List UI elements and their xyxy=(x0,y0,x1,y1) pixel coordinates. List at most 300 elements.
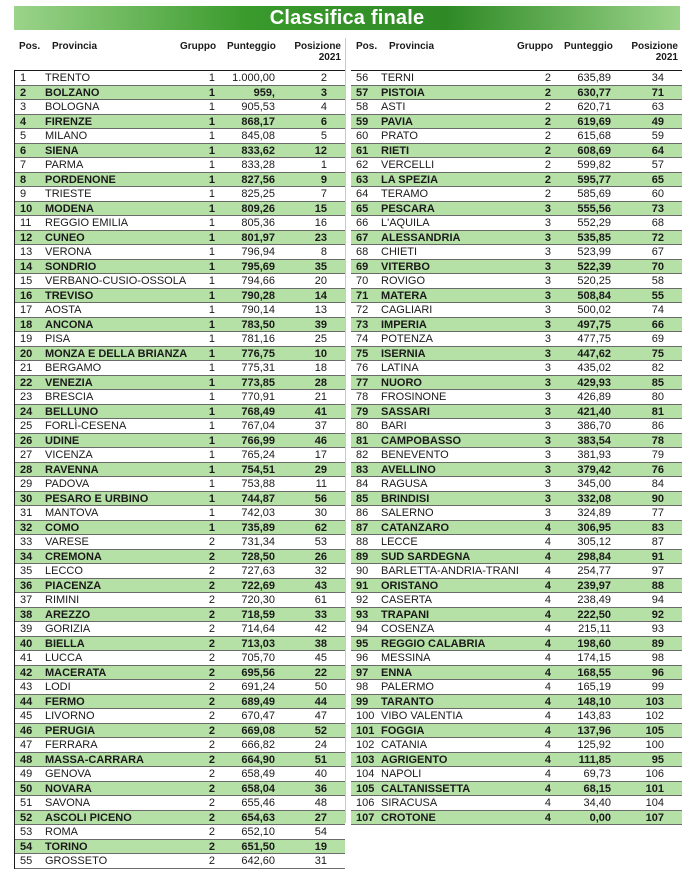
table-row xyxy=(15,579,345,594)
cell-provincia: VARESE xyxy=(45,536,89,548)
header-gruppo: Gruppo xyxy=(517,41,554,52)
cell-gruppo: 2 xyxy=(544,72,551,84)
cell-gruppo: 1 xyxy=(208,333,215,345)
cell-punteggio: 695,56 xyxy=(241,666,275,679)
cell-pos: 33 xyxy=(20,536,33,548)
cell-punteggio: 766,99 xyxy=(241,434,275,447)
cell-punteggio: 324,89 xyxy=(577,507,611,519)
cell-gruppo: 2 xyxy=(208,724,215,737)
cell-posizione-2021: 26 xyxy=(314,550,327,563)
cell-punteggio: 718,59 xyxy=(241,608,275,621)
cell-punteggio: 781,16 xyxy=(241,333,275,345)
cell-posizione-2021: 89 xyxy=(651,637,664,650)
cell-provincia: BRESCIA xyxy=(45,391,94,403)
cell-gruppo: 1 xyxy=(208,391,215,403)
cell-posizione-2021: 85 xyxy=(651,376,664,389)
cell-gruppo: 3 xyxy=(544,275,551,287)
cell-pos: 37 xyxy=(20,594,33,606)
table-row xyxy=(351,158,682,173)
cell-gruppo: 2 xyxy=(208,768,215,780)
cell-posizione-2021: 35 xyxy=(314,260,327,273)
cell-provincia: ROMA xyxy=(45,826,78,838)
cell-pos: 72 xyxy=(356,304,369,316)
table-row xyxy=(15,477,345,492)
cell-punteggio: 742,03 xyxy=(241,507,275,519)
cell-provincia: RIETI xyxy=(381,144,410,157)
cell-gruppo: 1 xyxy=(208,130,215,142)
cell-punteggio: 508,84 xyxy=(577,289,611,302)
cell-posizione-2021: 67 xyxy=(651,246,664,258)
cell-pos: 65 xyxy=(356,202,369,215)
cell-provincia: PIACENZA xyxy=(45,579,102,592)
cell-pos: 64 xyxy=(356,188,369,200)
table-row xyxy=(351,738,682,753)
cell-posizione-2021: 96 xyxy=(651,666,664,679)
cell-posizione-2021: 32 xyxy=(314,565,327,577)
cell-posizione-2021: 68 xyxy=(651,217,664,229)
cell-punteggio: 215,11 xyxy=(578,623,611,635)
cell-posizione-2021: 48 xyxy=(314,797,327,809)
table-row xyxy=(15,709,345,724)
header-posizione-line2: 2021 xyxy=(655,52,678,63)
cell-posizione-2021: 84 xyxy=(651,478,664,490)
table-row xyxy=(351,535,682,550)
cell-pos: 41 xyxy=(20,652,33,664)
cell-posizione-2021: 22 xyxy=(314,666,327,679)
cell-pos: 16 xyxy=(20,289,33,302)
table-row xyxy=(15,767,345,782)
header-posizione-2021 xyxy=(631,41,678,63)
cell-provincia: RAGUSA xyxy=(381,478,428,490)
table-row xyxy=(15,535,345,550)
table-row xyxy=(351,492,682,507)
cell-gruppo: 2 xyxy=(208,579,215,592)
cell-pos: 67 xyxy=(356,231,369,244)
cell-pos: 84 xyxy=(356,478,369,490)
cell-punteggio: 552,29 xyxy=(577,217,611,229)
cell-provincia: LIVORNO xyxy=(45,710,95,722)
cell-pos: 18 xyxy=(20,318,33,331)
cell-pos: 54 xyxy=(20,840,33,853)
table-row xyxy=(15,115,345,130)
table-row xyxy=(351,666,682,681)
cell-punteggio: 615,68 xyxy=(577,130,611,142)
table-row xyxy=(351,245,682,260)
cell-provincia: PISTOIA xyxy=(381,86,425,99)
cell-punteggio: 689,49 xyxy=(241,695,275,708)
cell-posizione-2021: 25 xyxy=(314,333,327,345)
cell-pos: 44 xyxy=(20,695,33,708)
cell-provincia: CUNEO xyxy=(45,231,85,244)
cell-posizione-2021: 46 xyxy=(314,434,327,447)
cell-pos: 80 xyxy=(356,420,369,432)
cell-provincia: GORIZIA xyxy=(45,623,91,635)
cell-gruppo: 1 xyxy=(208,434,215,447)
cell-pos: 39 xyxy=(20,623,33,635)
cell-pos: 96 xyxy=(356,652,369,664)
cell-punteggio: 770,91 xyxy=(241,391,275,403)
cell-provincia: UDINE xyxy=(45,434,80,447)
cell-punteggio: 669,08 xyxy=(241,724,275,737)
cell-punteggio: 670,47 xyxy=(241,710,275,722)
cell-punteggio: 381,93 xyxy=(577,449,611,461)
cell-posizione-2021: 36 xyxy=(314,782,327,795)
cell-gruppo: 3 xyxy=(544,347,551,360)
cell-gruppo: 2 xyxy=(208,710,215,722)
table-row xyxy=(351,796,682,811)
cell-punteggio: 137,96 xyxy=(577,724,611,737)
cell-gruppo: 4 xyxy=(544,710,551,722)
cell-gruppo: 2 xyxy=(208,637,215,650)
header-posizione-line1: Posizione xyxy=(294,41,341,52)
cell-pos: 35 xyxy=(20,565,33,577)
cell-posizione-2021: 97 xyxy=(651,565,664,577)
cell-posizione-2021: 17 xyxy=(314,449,327,461)
cell-punteggio: 768,49 xyxy=(241,405,275,418)
cell-posizione-2021: 86 xyxy=(651,420,664,432)
table-row xyxy=(15,608,345,623)
table-row xyxy=(15,202,345,217)
table-header xyxy=(14,38,345,70)
table-row xyxy=(15,173,345,188)
cell-punteggio: 664,90 xyxy=(241,753,275,766)
cell-provincia: FIRENZE xyxy=(45,115,93,128)
cell-provincia: POTENZA xyxy=(381,333,433,345)
cell-gruppo: 1 xyxy=(208,507,215,519)
table-row xyxy=(15,245,345,260)
table-row xyxy=(351,347,682,362)
cell-punteggio: 654,63 xyxy=(241,811,275,824)
cell-punteggio: 386,70 xyxy=(577,420,611,432)
cell-gruppo: 1 xyxy=(208,101,215,113)
cell-provincia: VIBO VALENTIA xyxy=(381,710,463,722)
cell-provincia: LODI xyxy=(45,681,71,693)
cell-posizione-2021: 38 xyxy=(314,637,327,650)
cell-posizione-2021: 27 xyxy=(314,811,327,824)
header-pos: Pos. xyxy=(19,41,41,52)
cell-gruppo: 2 xyxy=(208,681,215,693)
cell-pos: 75 xyxy=(356,347,369,360)
table-row xyxy=(351,550,682,565)
cell-gruppo: 1 xyxy=(208,304,215,316)
table-row xyxy=(15,796,345,811)
cell-punteggio: 305,12 xyxy=(577,536,611,548)
cell-posizione-2021: 5 xyxy=(320,130,327,142)
cell-gruppo: 1 xyxy=(208,318,215,331)
cell-pos: 31 xyxy=(20,507,33,519)
cell-punteggio: 658,49 xyxy=(241,768,275,780)
cell-posizione-2021: 57 xyxy=(651,159,664,171)
cell-posizione-2021: 50 xyxy=(314,681,327,693)
cell-punteggio: 959, xyxy=(253,86,275,99)
cell-provincia: LA SPEZIA xyxy=(381,173,439,186)
cell-provincia: CAGLIARI xyxy=(381,304,433,316)
cell-gruppo: 4 xyxy=(544,753,551,766)
cell-gruppo: 2 xyxy=(208,826,215,838)
table-row xyxy=(351,419,682,434)
cell-gruppo: 1 xyxy=(208,246,215,258)
column-divider xyxy=(345,38,346,823)
cell-gruppo: 3 xyxy=(544,231,551,244)
cell-posizione-2021: 102 xyxy=(645,710,664,722)
cell-provincia: PAVIA xyxy=(381,115,413,128)
cell-pos: 2 xyxy=(20,86,27,99)
cell-provincia: ASTI xyxy=(381,101,406,113)
cell-provincia: MATERA xyxy=(381,289,428,302)
cell-provincia: LUCCA xyxy=(45,652,83,664)
table-row xyxy=(15,550,345,565)
cell-pos: 63 xyxy=(356,173,369,186)
cell-gruppo: 1 xyxy=(208,420,215,432)
cell-posizione-2021: 80 xyxy=(651,391,664,403)
cell-punteggio: 595,77 xyxy=(577,173,611,186)
cell-provincia: BERGAMO xyxy=(45,362,102,374)
cell-posizione-2021: 56 xyxy=(314,492,327,505)
cell-posizione-2021: 81 xyxy=(651,405,664,418)
cell-gruppo: 4 xyxy=(544,637,551,650)
cell-pos: 46 xyxy=(20,724,33,737)
cell-punteggio: 630,77 xyxy=(577,86,611,99)
cell-posizione-2021: 106 xyxy=(645,768,664,780)
cell-posizione-2021: 78 xyxy=(651,434,664,447)
cell-provincia: TRENTO xyxy=(45,72,91,84)
cell-posizione-2021: 95 xyxy=(651,753,664,766)
cell-provincia: SIENA xyxy=(45,144,79,157)
cell-punteggio: 239,97 xyxy=(577,579,611,592)
table-row xyxy=(15,637,345,652)
cell-posizione-2021: 45 xyxy=(314,652,327,664)
cell-provincia: VERONA xyxy=(45,246,92,258)
cell-punteggio: 520,25 xyxy=(577,275,611,287)
cell-gruppo: 2 xyxy=(208,594,215,606)
cell-pos: 13 xyxy=(20,246,33,258)
cell-punteggio: 727,63 xyxy=(241,565,275,577)
cell-pos: 12 xyxy=(20,231,33,244)
cell-pos: 28 xyxy=(20,463,33,476)
cell-gruppo: 2 xyxy=(208,840,215,853)
cell-punteggio: 658,04 xyxy=(241,782,275,795)
cell-posizione-2021: 34 xyxy=(651,72,664,84)
cell-posizione-2021: 19 xyxy=(314,840,327,853)
cell-punteggio: 620,71 xyxy=(577,101,611,113)
cell-provincia: AREZZO xyxy=(45,608,91,621)
cell-posizione-2021: 47 xyxy=(314,710,327,722)
cell-pos: 23 xyxy=(20,391,33,403)
cell-provincia: ROVIGO xyxy=(381,275,426,287)
cell-gruppo: 4 xyxy=(544,797,551,809)
cell-provincia: FERMO xyxy=(45,695,85,708)
cell-provincia: MANTOVA xyxy=(45,507,99,519)
cell-provincia: SONDRIO xyxy=(45,260,97,273)
cell-punteggio: 332,08 xyxy=(577,492,611,505)
cell-pos: 70 xyxy=(356,275,369,287)
cell-gruppo: 4 xyxy=(544,666,551,679)
cell-posizione-2021: 58 xyxy=(651,275,664,287)
table-row xyxy=(351,144,682,159)
cell-posizione-2021: 74 xyxy=(651,304,664,316)
cell-posizione-2021: 62 xyxy=(314,521,327,534)
cell-gruppo: 1 xyxy=(208,376,215,389)
cell-punteggio: 773,85 xyxy=(241,376,275,389)
cell-gruppo: 1 xyxy=(208,144,215,157)
header-gruppo: Gruppo xyxy=(180,41,217,52)
cell-punteggio: 68,15 xyxy=(583,782,611,795)
table-row xyxy=(351,231,682,246)
table-row xyxy=(351,709,682,724)
table-row xyxy=(15,840,345,855)
cell-pos: 19 xyxy=(20,333,33,345)
table-row xyxy=(15,303,345,318)
cell-punteggio: 783,50 xyxy=(241,318,275,331)
cell-gruppo: 2 xyxy=(208,797,215,809)
cell-gruppo: 1 xyxy=(208,289,215,302)
cell-punteggio: 666,82 xyxy=(241,739,275,751)
cell-gruppo: 1 xyxy=(208,159,215,171)
cell-punteggio: 345,00 xyxy=(577,478,611,490)
cell-pos: 7 xyxy=(20,159,27,171)
cell-punteggio: 125,92 xyxy=(577,739,611,751)
cell-punteggio: 306,95 xyxy=(577,521,611,534)
cell-pos: 94 xyxy=(356,623,369,635)
cell-punteggio: 238,49 xyxy=(577,594,611,606)
table-row xyxy=(351,521,682,536)
table-row xyxy=(15,216,345,231)
cell-gruppo: 4 xyxy=(544,681,551,693)
cell-punteggio: 905,53 xyxy=(241,101,275,113)
cell-punteggio: 801,97 xyxy=(241,231,275,244)
cell-provincia: NAPOLI xyxy=(381,768,422,780)
cell-pos: 57 xyxy=(356,86,369,99)
cell-provincia: CATANIA xyxy=(381,739,428,751)
cell-gruppo: 3 xyxy=(544,478,551,490)
cell-provincia: PORDENONE xyxy=(45,173,116,186)
table-row xyxy=(351,564,682,579)
table-row xyxy=(351,289,682,304)
cell-provincia: PARMA xyxy=(45,159,84,171)
cell-punteggio: 790,28 xyxy=(241,289,275,302)
cell-pos: 11 xyxy=(20,217,32,229)
cell-provincia: MESSINA xyxy=(381,652,431,664)
cell-posizione-2021: 69 xyxy=(651,333,664,345)
table-row xyxy=(351,274,682,289)
cell-provincia: SUD SARDEGNA xyxy=(381,550,471,563)
table-row xyxy=(15,434,345,449)
cell-gruppo: 3 xyxy=(544,318,551,331)
cell-gruppo: 2 xyxy=(544,101,551,113)
cell-posizione-2021: 55 xyxy=(651,289,664,302)
cell-gruppo: 3 xyxy=(544,507,551,519)
cell-provincia: BELLUNO xyxy=(45,405,99,418)
cell-pos: 10 xyxy=(20,202,33,215)
cell-provincia: MODENA xyxy=(45,202,94,215)
cell-provincia: TORINO xyxy=(45,840,88,853)
cell-gruppo: 3 xyxy=(544,420,551,432)
table-row xyxy=(351,202,682,217)
cell-provincia: ASCOLI PICENO xyxy=(45,811,132,824)
cell-pos: 101 xyxy=(356,724,375,737)
cell-punteggio: 174,15 xyxy=(577,652,611,664)
cell-posizione-2021: 61 xyxy=(314,594,327,606)
cell-gruppo: 3 xyxy=(544,434,551,447)
cell-gruppo: 2 xyxy=(208,623,215,635)
cell-pos: 3 xyxy=(20,101,27,113)
table-row xyxy=(351,637,682,652)
cell-pos: 30 xyxy=(20,492,33,505)
cell-pos: 68 xyxy=(356,246,369,258)
cell-posizione-2021: 99 xyxy=(651,681,664,693)
cell-posizione-2021: 75 xyxy=(651,347,664,360)
cell-provincia: SAVONA xyxy=(45,797,91,809)
cell-posizione-2021: 20 xyxy=(314,275,327,287)
cell-gruppo: 4 xyxy=(544,724,551,737)
cell-provincia: PRATO xyxy=(381,130,418,142)
cell-provincia: ORISTANO xyxy=(381,579,439,592)
cell-provincia: MASSA-CARRARA xyxy=(45,753,144,766)
table-row xyxy=(351,260,682,275)
cell-provincia: ANCONA xyxy=(45,318,94,331)
cell-pos: 90 xyxy=(356,565,369,577)
cell-pos: 60 xyxy=(356,130,369,142)
cell-pos: 95 xyxy=(356,637,369,650)
cell-punteggio: 833,62 xyxy=(241,144,275,157)
cell-pos: 1 xyxy=(20,72,27,84)
table-row xyxy=(15,695,345,710)
cell-provincia: VERBANO-CUSIO-OSSOLA xyxy=(45,275,187,287)
cell-punteggio: 69,73 xyxy=(583,768,611,780)
cell-provincia: CAMPOBASSO xyxy=(381,434,462,447)
cell-provincia: BOLZANO xyxy=(45,86,100,99)
cell-posizione-2021: 77 xyxy=(651,507,664,519)
table-row xyxy=(15,666,345,681)
table-row xyxy=(351,477,682,492)
cell-provincia: PALERMO xyxy=(381,681,434,693)
cell-punteggio: 735,89 xyxy=(241,521,275,534)
cell-pos: 107 xyxy=(356,811,375,824)
header-punteggio: Punteggio xyxy=(227,41,276,52)
cell-punteggio: 722,69 xyxy=(241,579,275,592)
cell-gruppo: 1 xyxy=(208,362,215,374)
cell-provincia: REGGIO EMILIA xyxy=(45,217,129,229)
cell-punteggio: 619,69 xyxy=(577,115,611,128)
cell-posizione-2021: 70 xyxy=(651,260,664,273)
header-posizione-2021 xyxy=(294,41,341,63)
cell-pos: 5 xyxy=(20,130,27,142)
table-row xyxy=(15,419,345,434)
cell-provincia: IMPERIA xyxy=(381,318,427,331)
cell-gruppo: 4 xyxy=(544,536,551,548)
cell-punteggio: 426,89 xyxy=(577,391,611,403)
cell-punteggio: 298,84 xyxy=(577,550,611,563)
cell-provincia: REGGIO CALABRIA xyxy=(381,637,486,650)
cell-pos: 43 xyxy=(20,681,33,693)
cell-posizione-2021: 1 xyxy=(320,159,327,171)
cell-pos: 58 xyxy=(356,101,369,113)
cell-gruppo: 1 xyxy=(208,347,215,360)
cell-punteggio: 421,40 xyxy=(577,405,611,418)
table-row xyxy=(15,811,345,826)
table-row xyxy=(15,390,345,405)
cell-posizione-2021: 41 xyxy=(314,405,327,418)
cell-posizione-2021: 31 xyxy=(314,855,327,867)
table-row xyxy=(15,738,345,753)
cell-provincia: ALESSANDRIA xyxy=(381,231,461,244)
cell-gruppo: 3 xyxy=(544,376,551,389)
cell-punteggio: 827,56 xyxy=(241,173,275,186)
cell-provincia: FOGGIA xyxy=(381,724,425,737)
cell-provincia: VICENZA xyxy=(45,449,93,461)
cell-punteggio: 168,55 xyxy=(577,666,611,679)
cell-gruppo: 2 xyxy=(544,130,551,142)
